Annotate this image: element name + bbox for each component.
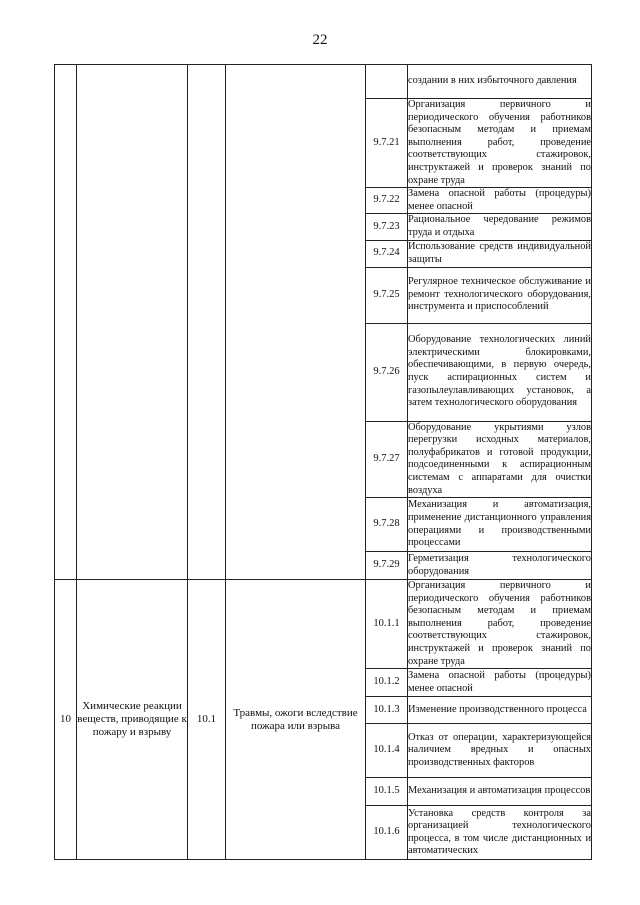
measure-code: 9.7.22 [366,188,408,214]
measure-code: 9.7.28 [366,498,408,552]
measure-code: 10.1.2 [366,669,408,697]
measure-code [366,65,408,99]
table-row [55,580,592,669]
measure-code: 9.7.27 [366,421,408,498]
measure-text: Механизация и автоматизация процессов [408,778,592,806]
hazard-code-cell [188,65,226,580]
hazard-cell: Химические реакции веществ, приводящие к пожару и взрыву [77,580,188,860]
page-number: 22 [312,32,328,48]
measure-code: 9.7.24 [366,240,408,267]
measure-code: 10.1.1 [366,580,408,669]
section-number-cell: 10 [55,580,77,860]
measure-text: Герметизация технологического оборудования [408,552,592,580]
measure-text: Оборудование укрытиями узлов перегрузки исходных материалов, полуфабрикатов и готовой продукции, подсоединенными к аспирационным системам с аппаратами для очистки воздуха [408,421,592,498]
risk-cell: Травмы, ожоги вследствие пожара или взрыва [226,580,366,860]
measure-code: 9.7.21 [366,99,408,188]
hazard-code-cell: 10.1 [188,580,226,860]
measure-text: Оборудование технологических линий электрическими блокировками, обеспечивающими, в первую очередь, пуск аспирационных систем и газопылеулавливающих установок, а затем технологического оборудования [408,323,592,421]
measure-text: Механизация и автоматизация, применение дистанционного управления операциями и производственными процессами [408,498,592,552]
measure-code: 10.1.6 [366,806,408,860]
measure-text: Установка средств контроля за организацией технологического процесса, в том числе дистанционных и автоматических [408,806,592,860]
measure-code: 9.7.26 [366,323,408,421]
measure-text: Замена опасной работы (процедуры) менее опасной [408,188,592,214]
measure-code: 10.1.5 [366,778,408,806]
table-row [55,65,592,99]
measure-code: 10.1.3 [366,697,408,724]
measure-code: 9.7.25 [366,267,408,323]
risk-cell [226,65,366,580]
measure-text: Организация первичного и периодического обучения работников безопасным методам и приемам выполнения работ, проведение соответствующих стажировок, инструктажей и проверок знаний по охране труда [408,99,592,188]
measure-text: Рациональное чередование режимов труда и отдыха [408,214,592,240]
measure-text: Использование средств индивидуальной защиты [408,240,592,267]
measure-code: 9.7.29 [366,552,408,580]
measure-code: 9.7.23 [366,214,408,240]
measure-text: Регулярное техническое обслуживание и ремонт технологического оборудования, инструмента и приспособлений [408,267,592,323]
hazard-cell [77,65,188,580]
measure-text: Изменение производственного процесса [408,697,592,724]
measure-text: Отказ от операции, характеризующейся наличием вредных и опасных производственных факторов [408,724,592,778]
measure-code: 10.1.4 [366,724,408,778]
measure-text: Замена опасной работы (процедуры) менее опасной [408,669,592,697]
section-number-cell [55,65,77,580]
hazard-measures-table [54,64,592,860]
measure-text: создании в них избыточного давления [408,65,592,99]
measure-text: Организация первичного и периодического обучения работников безопасным методам и приемам выполнения работ, проведение соответствующих стажировок, инструктажей и проверок знаний по охране труда [408,580,592,669]
